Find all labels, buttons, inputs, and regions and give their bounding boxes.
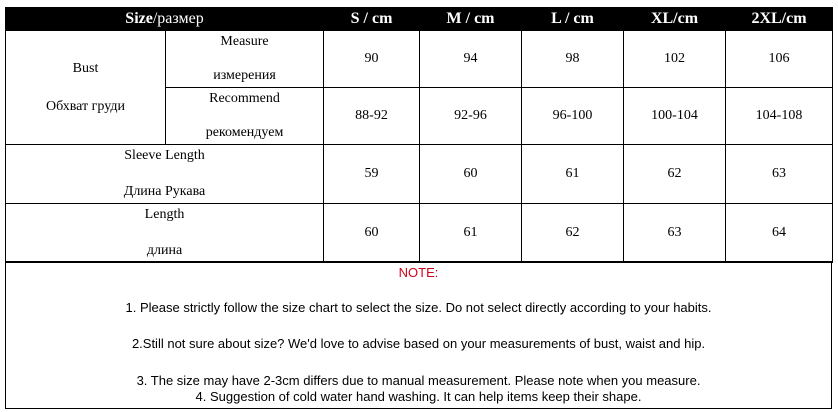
size-col-s: S / cm bbox=[324, 8, 420, 31]
sleeve-row bbox=[6, 145, 833, 204]
note-item-1: 1. Please strictly follow the size chart to select the size. Do not select directly according to your habits. bbox=[125, 300, 712, 315]
sleeve-m: 60 bbox=[420, 145, 522, 204]
recommend-label bbox=[166, 88, 324, 145]
bust-label bbox=[6, 31, 166, 145]
bust-recommend-m: 92-96 bbox=[420, 88, 522, 145]
length-l: 62 bbox=[522, 204, 624, 263]
measure-label bbox=[166, 31, 324, 88]
bust-recommend-xl: 100-104 bbox=[624, 88, 726, 145]
size-header-ru: /размер bbox=[152, 10, 204, 27]
bust-label-en: Bust bbox=[72, 60, 99, 76]
recommend-label-en: Recommend bbox=[209, 91, 280, 106]
note-item-4: 4. Suggestion of cold water hand washing. It can help items keep their shape. bbox=[195, 389, 642, 404]
size-col-m: M / cm bbox=[420, 8, 522, 31]
sleeve-xl: 62 bbox=[624, 145, 726, 204]
length-label-ru: длина bbox=[146, 243, 183, 258]
header-row bbox=[6, 8, 833, 31]
note-item-2: 2.Still not sure about size? We'd love to advise based on your measurements of bust, waist and hip. bbox=[131, 336, 706, 351]
bust-measure-m: 94 bbox=[420, 31, 522, 88]
bust-measure-l: 98 bbox=[522, 31, 624, 88]
bust-measure-xl: 102 bbox=[624, 31, 726, 88]
measure-label-ru: измерения bbox=[213, 68, 276, 83]
size-header-en: Size bbox=[125, 10, 153, 27]
length-m: 61 bbox=[420, 204, 522, 263]
length-label-en: Length bbox=[144, 207, 185, 222]
size-header bbox=[6, 8, 324, 31]
length-2xl: 64 bbox=[726, 204, 833, 263]
sleeve-label-en: Sleeve Length bbox=[124, 148, 205, 163]
sleeve-2xl: 63 bbox=[726, 145, 833, 204]
note-item-3: 3. The size may have 2-3cm differs due to manual measurement. Please note when you measure. bbox=[136, 373, 701, 388]
bust-measure-2xl: 106 bbox=[726, 31, 833, 88]
sleeve-s: 59 bbox=[324, 145, 420, 204]
bust-measure-row bbox=[6, 31, 833, 88]
length-row bbox=[6, 204, 833, 263]
bust-recommend-s: 88-92 bbox=[324, 88, 420, 145]
bust-measure-s: 90 bbox=[324, 31, 420, 88]
note-title: NOTE: bbox=[398, 265, 439, 280]
size-col-2xl: 2XL/cm bbox=[726, 8, 833, 31]
bust-recommend-2xl: 104-108 bbox=[726, 88, 833, 145]
sleeve-l: 61 bbox=[522, 145, 624, 204]
length-label bbox=[6, 204, 324, 263]
sleeve-label-ru: Длина Рукава bbox=[123, 184, 206, 199]
length-s: 60 bbox=[324, 204, 420, 263]
bust-recommend-l: 96-100 bbox=[522, 88, 624, 145]
bust-label-ru: Обхват груди bbox=[46, 98, 125, 114]
notes-section bbox=[5, 261, 832, 409]
size-chart-table bbox=[5, 7, 833, 263]
length-xl: 63 bbox=[624, 204, 726, 263]
size-col-xl: XL/cm bbox=[624, 8, 726, 31]
recommend-label-ru: рекомендуем bbox=[205, 125, 284, 140]
measure-label-en: Measure bbox=[220, 34, 269, 49]
size-col-l: L / cm bbox=[522, 8, 624, 31]
sleeve-label bbox=[6, 145, 324, 204]
